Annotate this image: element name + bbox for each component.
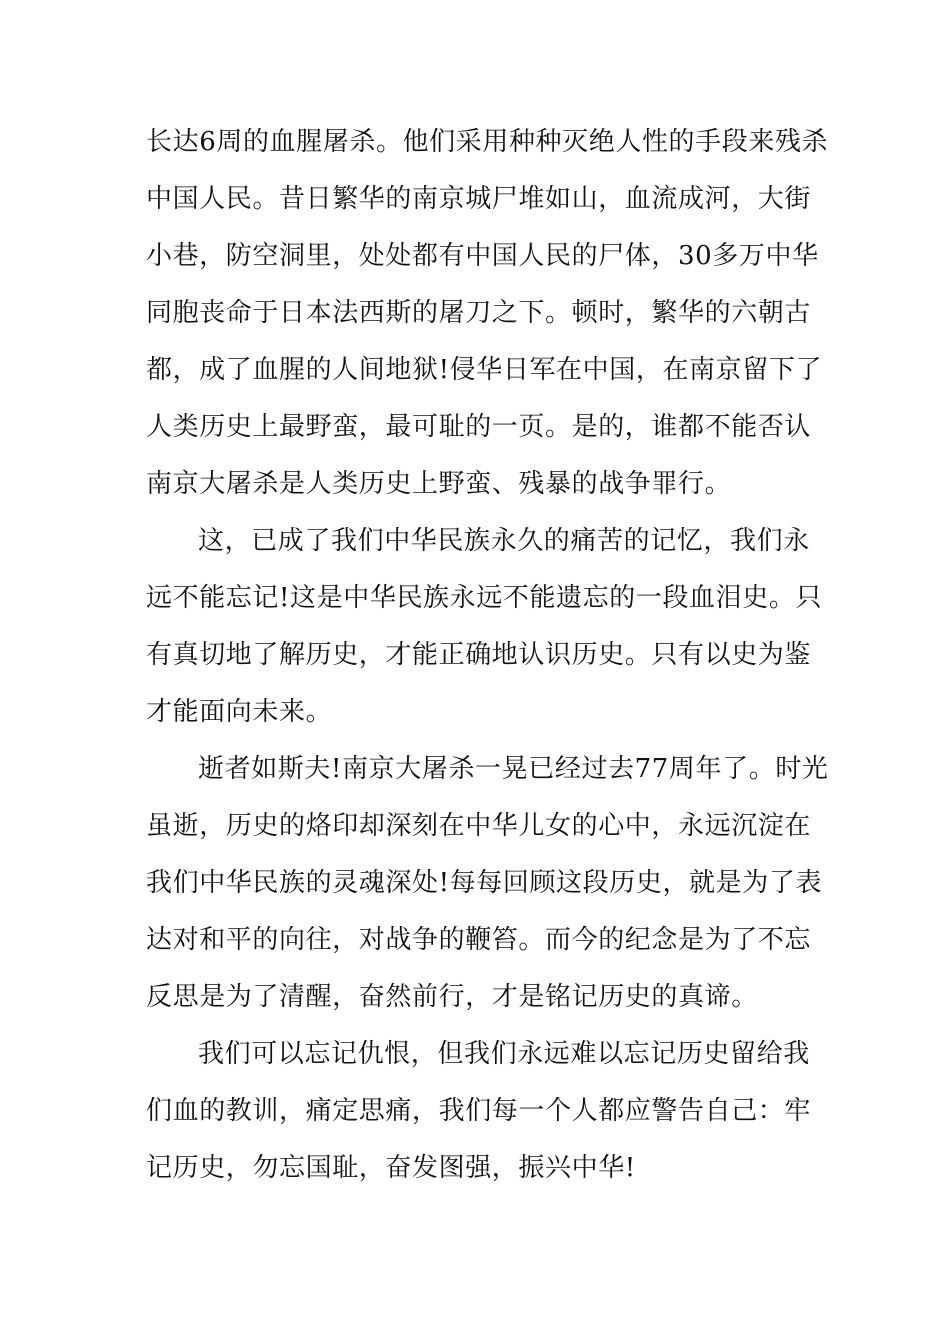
body-text xyxy=(146,114,829,1197)
paragraph-1 xyxy=(146,114,829,513)
text-line: 中国人民。昔日繁华的南京城尸堆如山，血流成河，大街 xyxy=(146,184,812,214)
text-line: 我们可以忘记仇恨，但我们永远难以忘记历史留给我 xyxy=(198,1039,810,1069)
text-line: 小巷，防空洞里，处处都有中国人民的尸体，30多万中华 xyxy=(146,241,819,271)
text-line: 同胞丧命于日本法西斯的屠刀之下。顿时，繁华的六朝古 xyxy=(146,298,812,328)
text-line: 有真切地了解历史，才能正确地认识历史。只有以史为鉴 xyxy=(146,640,812,670)
text-line: 长达6周的血腥屠杀。他们采用种种灭绝人性的手段来残杀 xyxy=(146,127,829,157)
text-line: 记历史，勿忘国耻，奋发图强，振兴中华! xyxy=(146,1153,636,1183)
text-line: 逝者如斯夫!南京大屠杀一晃已经过去77周年了。时光 xyxy=(198,754,829,784)
paragraph-4 xyxy=(146,1026,812,1197)
text-line: 南京大屠杀是人类历史上野蛮、残暴的战争罪行。 xyxy=(146,469,732,499)
paragraph-2 xyxy=(146,513,823,741)
text-line: 们血的教训，痛定思痛，我们每一个人都应警告自己：牢 xyxy=(146,1096,812,1126)
text-line: 虽逝，历史的烙印却深刻在中华儿女的心中，永远沉淀在 xyxy=(146,811,812,841)
text-line: 才能面向未来。 xyxy=(146,697,333,727)
text-line: 都，成了血腥的人间地狱!侵华日军在中国，在南京留下了 xyxy=(146,355,823,385)
text-line: 达对和平的向往，对战争的鞭笞。而今的纪念是为了不忘 xyxy=(146,925,812,955)
text-line: 这，已成了我们中华民族永久的痛苦的记忆，我们永 xyxy=(198,526,810,556)
text-line: 我们中华民族的灵魂深处!每每回顾这段历史，就是为了表 xyxy=(146,868,823,898)
text-line: 人类历史上最野蛮，最可耻的一页。是的，谁都不能否认 xyxy=(146,412,812,442)
paragraph-3 xyxy=(146,741,829,1026)
text-line: 远不能忘记!这是中华民族永远不能遗忘的一段血泪史。只 xyxy=(146,583,823,613)
text-line: 反思是为了清醒，奋然前行，才是铭记历史的真谛。 xyxy=(146,982,758,1012)
